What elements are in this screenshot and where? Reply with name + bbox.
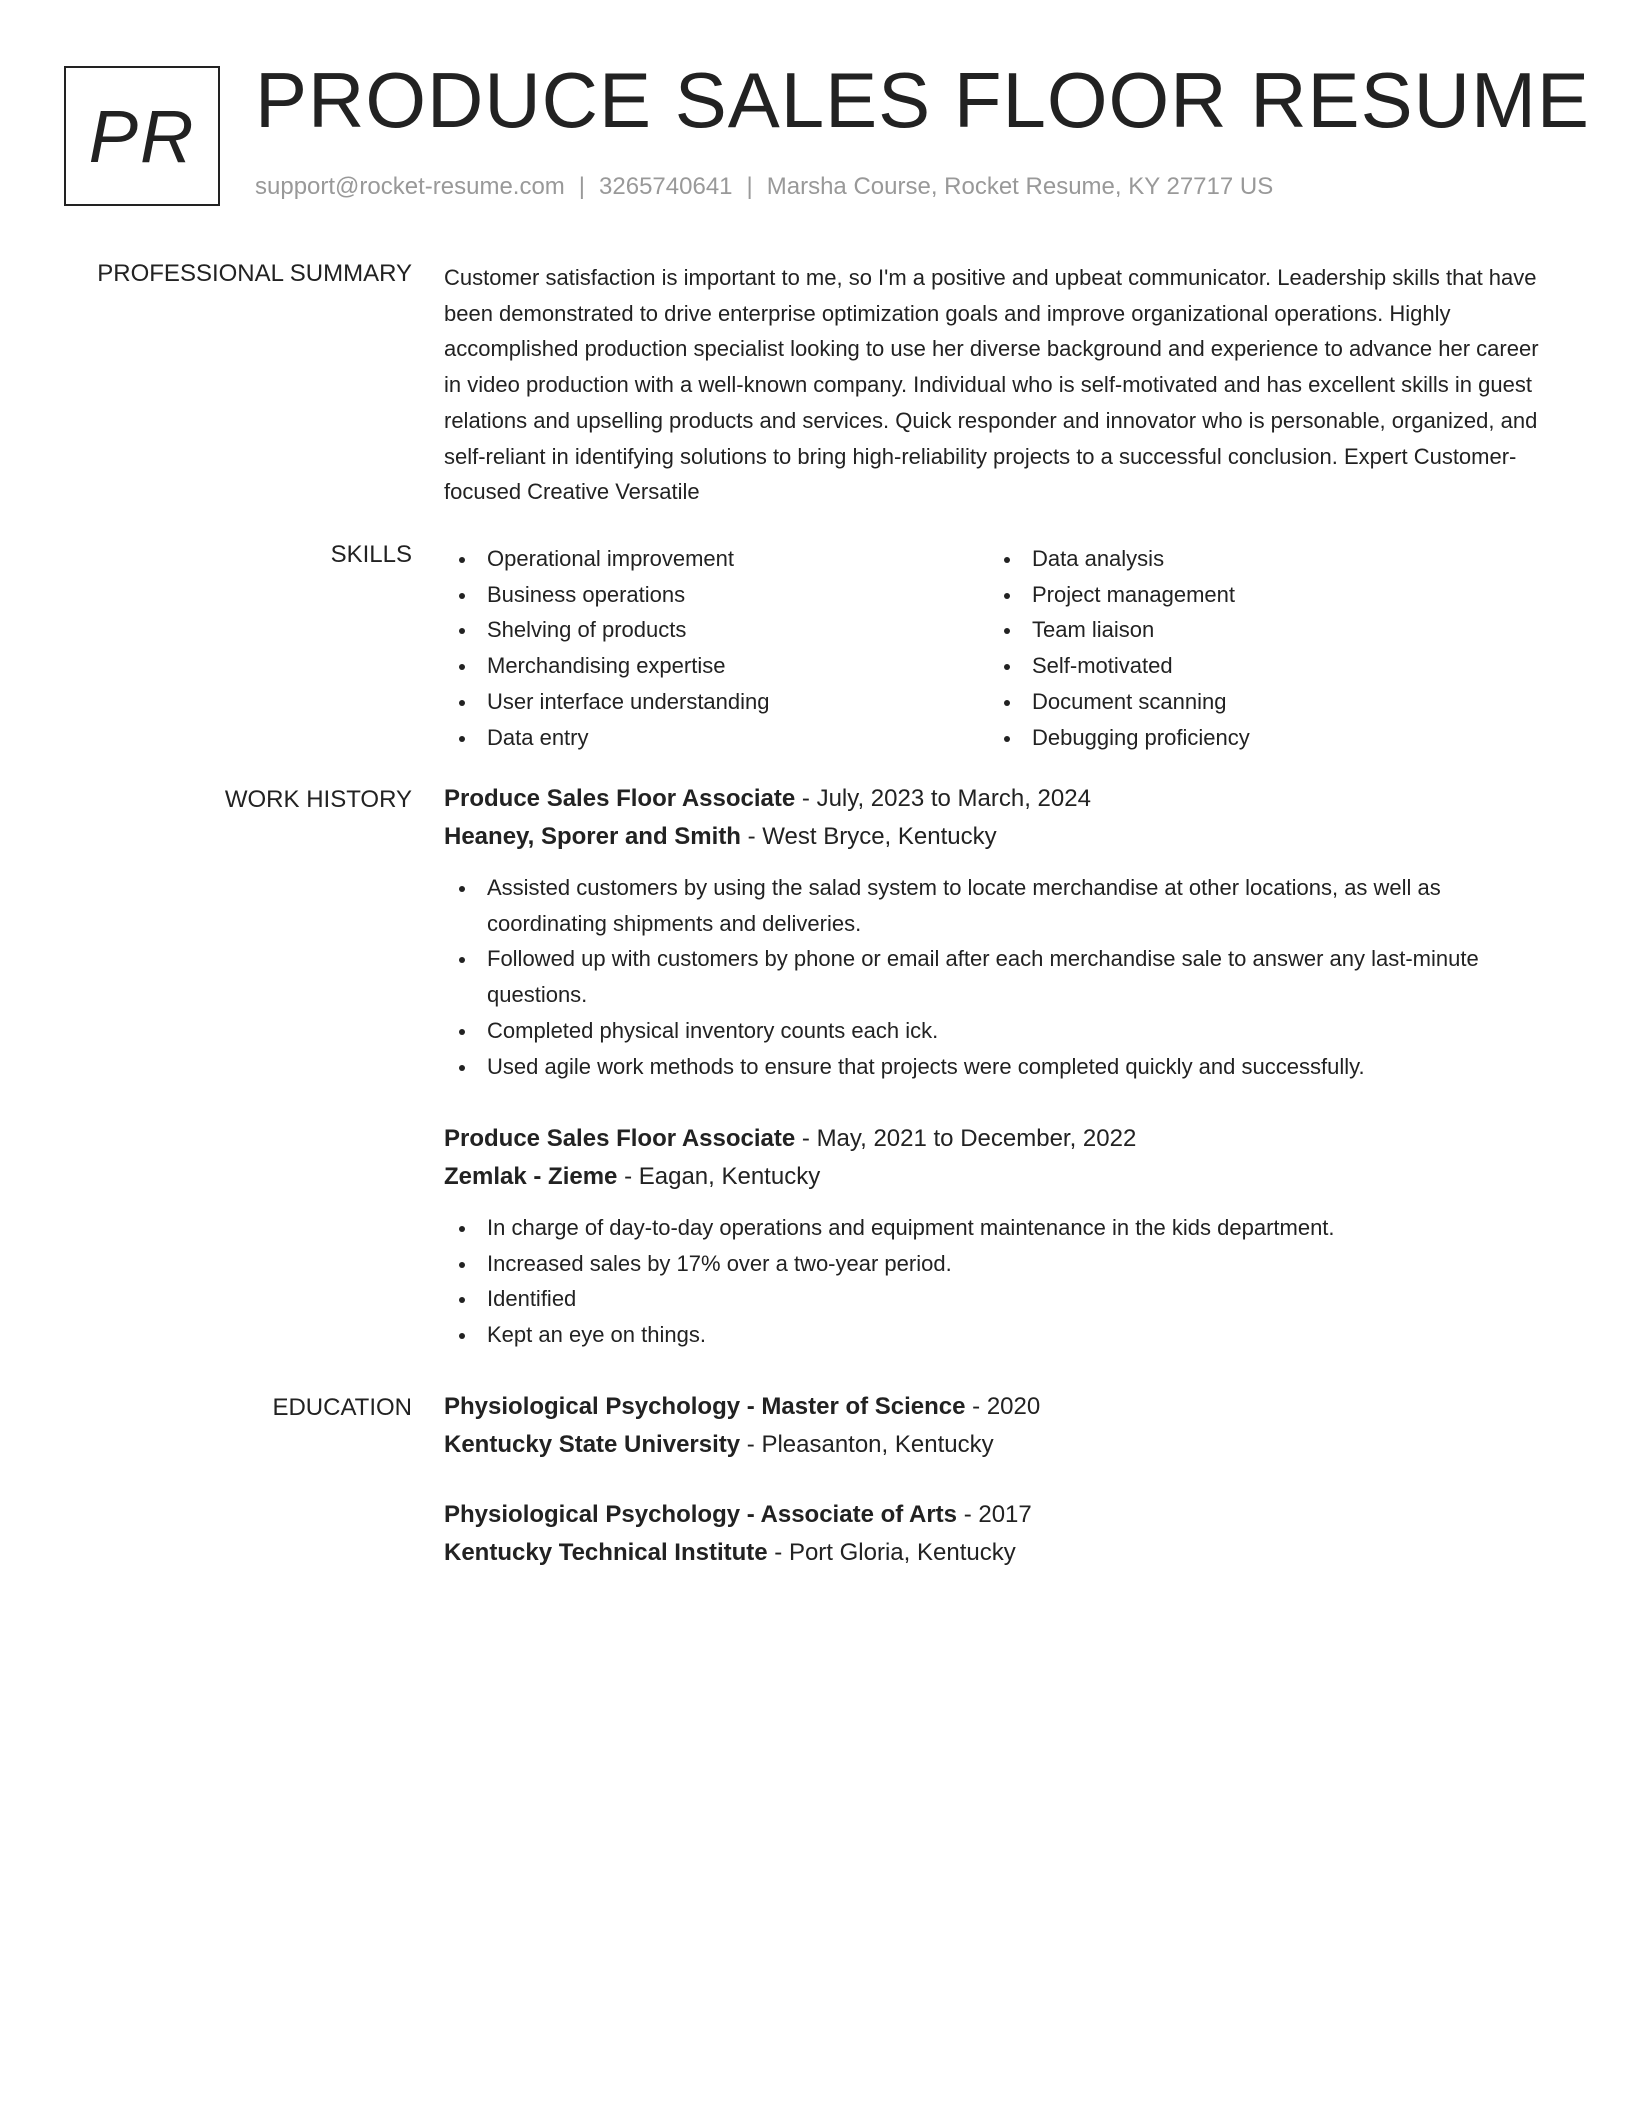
contact-phone: 3265740641 — [599, 173, 733, 200]
skills-column-left — [444, 541, 989, 755]
education-location: - Pleasanton, Kentucky — [740, 1431, 994, 1458]
job-company: Heaney, Sporer and Smith — [444, 823, 741, 850]
education-entry — [444, 1388, 1556, 1464]
skill-item: Business operations — [444, 577, 989, 613]
section-label-summary: PROFESSIONAL SUMMARY — [97, 260, 412, 287]
skills-grid — [444, 541, 1556, 755]
education-location: - Port Gloria, Kentucky — [767, 1539, 1016, 1566]
job-bullet: Completed physical inventory counts each ick. — [444, 1013, 1556, 1049]
contact-separator: | — [578, 173, 586, 200]
education-school-line — [444, 1534, 1556, 1572]
skill-item: Team liaison — [989, 612, 1534, 648]
job-bullet: Identified — [444, 1281, 1556, 1317]
skill-item: Debugging proficiency — [989, 720, 1534, 756]
monogram-initials: PR — [88, 94, 196, 178]
job-company-line — [444, 1158, 1556, 1196]
job-bullet: Followed up with customers by phone or email after each merchandise sale to answer any last-minute questions. — [444, 941, 1556, 1012]
job-entry — [444, 780, 1556, 1084]
job-title: Produce Sales Floor Associate — [444, 785, 796, 812]
job-bullet: Assisted customers by using the salad system to locate merchandise at other locations, as well as coordinating shipments and deliveries. — [444, 870, 1556, 941]
contact-email: support@rocket-resume.com — [255, 173, 565, 200]
contact-line — [255, 173, 1273, 201]
skill-item: Data analysis — [989, 541, 1534, 577]
contact-separator: | — [746, 173, 753, 200]
job-company: Zemlak - Zieme — [444, 1163, 618, 1190]
education-degree: Physiological Psychology - Master of Science — [444, 1393, 966, 1420]
skill-item: Operational improvement — [444, 541, 989, 577]
job-title-line — [444, 1120, 1556, 1158]
job-title: Produce Sales Floor Associate — [444, 1125, 796, 1152]
section-label-work-history: WORK HISTORY — [224, 786, 412, 813]
job-title-line — [444, 780, 1556, 818]
contact-address: Marsha Course, Rocket Resume, KY 27717 US — [766, 173, 1274, 200]
summary-text: Customer satisfaction is important to me, so I'm a positive and upbeat communicator. Leadership skills that have been demonstrated to drive enterprise optimization goals and improve organizational operations. Highly accomplished production specialist looking to use her diverse background and experience to advance her career in video production with a well-known company. Individual who is self-motivated and has excellent skills in guest relations and upselling products and services. Quick responder and innovator who is personable, organized, and self-reliant in identifying solutions to bring high-reliability projects to a successful conclusion. Expert Customer-focused Creative Versatile — [444, 265, 1539, 505]
skill-item: Data entry — [444, 720, 989, 756]
job-company-line — [444, 818, 1556, 856]
job-dates: - July, 2023 to March, 2024 — [795, 785, 1091, 812]
education-degree-line — [444, 1388, 1556, 1426]
monogram-box — [64, 66, 220, 206]
skills-body — [444, 541, 1556, 755]
job-dates: - May, 2021 to December, 2022 — [795, 1125, 1137, 1152]
job-bullet: Kept an eye on things. — [444, 1317, 1556, 1353]
skill-item: Document scanning — [989, 684, 1534, 720]
education-school: Kentucky State University — [444, 1431, 741, 1458]
education-school: Kentucky Technical Institute — [444, 1539, 768, 1566]
skill-item: Project management — [989, 577, 1534, 613]
summary-body — [444, 260, 1556, 510]
education-degree: Physiological Psychology - Associate of Arts — [444, 1501, 958, 1528]
skill-item: Merchandising expertise — [444, 648, 989, 684]
job-entry — [444, 1120, 1556, 1353]
skill-item: Shelving of products — [444, 612, 989, 648]
job-bullets — [444, 870, 1556, 1084]
education-degree-line — [444, 1496, 1556, 1534]
skill-item: User interface understanding — [444, 684, 989, 720]
education-year: - 2020 — [965, 1393, 1041, 1420]
job-bullet: Used agile work methods to ensure that projects were completed quickly and successfully. — [444, 1049, 1556, 1085]
section-label-skills: SKILLS — [330, 541, 412, 568]
skill-item: Self-motivated — [989, 648, 1534, 684]
job-location: - West Bryce, Kentucky — [740, 823, 997, 850]
education-school-line — [444, 1426, 1556, 1464]
section-label-education: EDUCATION — [272, 1394, 412, 1421]
resume-title: PRODUCE SALES FLOOR RESUME — [255, 56, 1590, 144]
job-location: - Eagan, Kentucky — [617, 1163, 821, 1190]
education-year: - 2017 — [957, 1501, 1032, 1528]
education-entry — [444, 1496, 1556, 1572]
skills-column-right — [989, 541, 1534, 755]
job-bullet: Increased sales by 17% over a two-year period. — [444, 1246, 1556, 1282]
job-bullet: In charge of day-to-day operations and equipment maintenance in the kids department. — [444, 1210, 1556, 1246]
job-bullets — [444, 1210, 1556, 1353]
